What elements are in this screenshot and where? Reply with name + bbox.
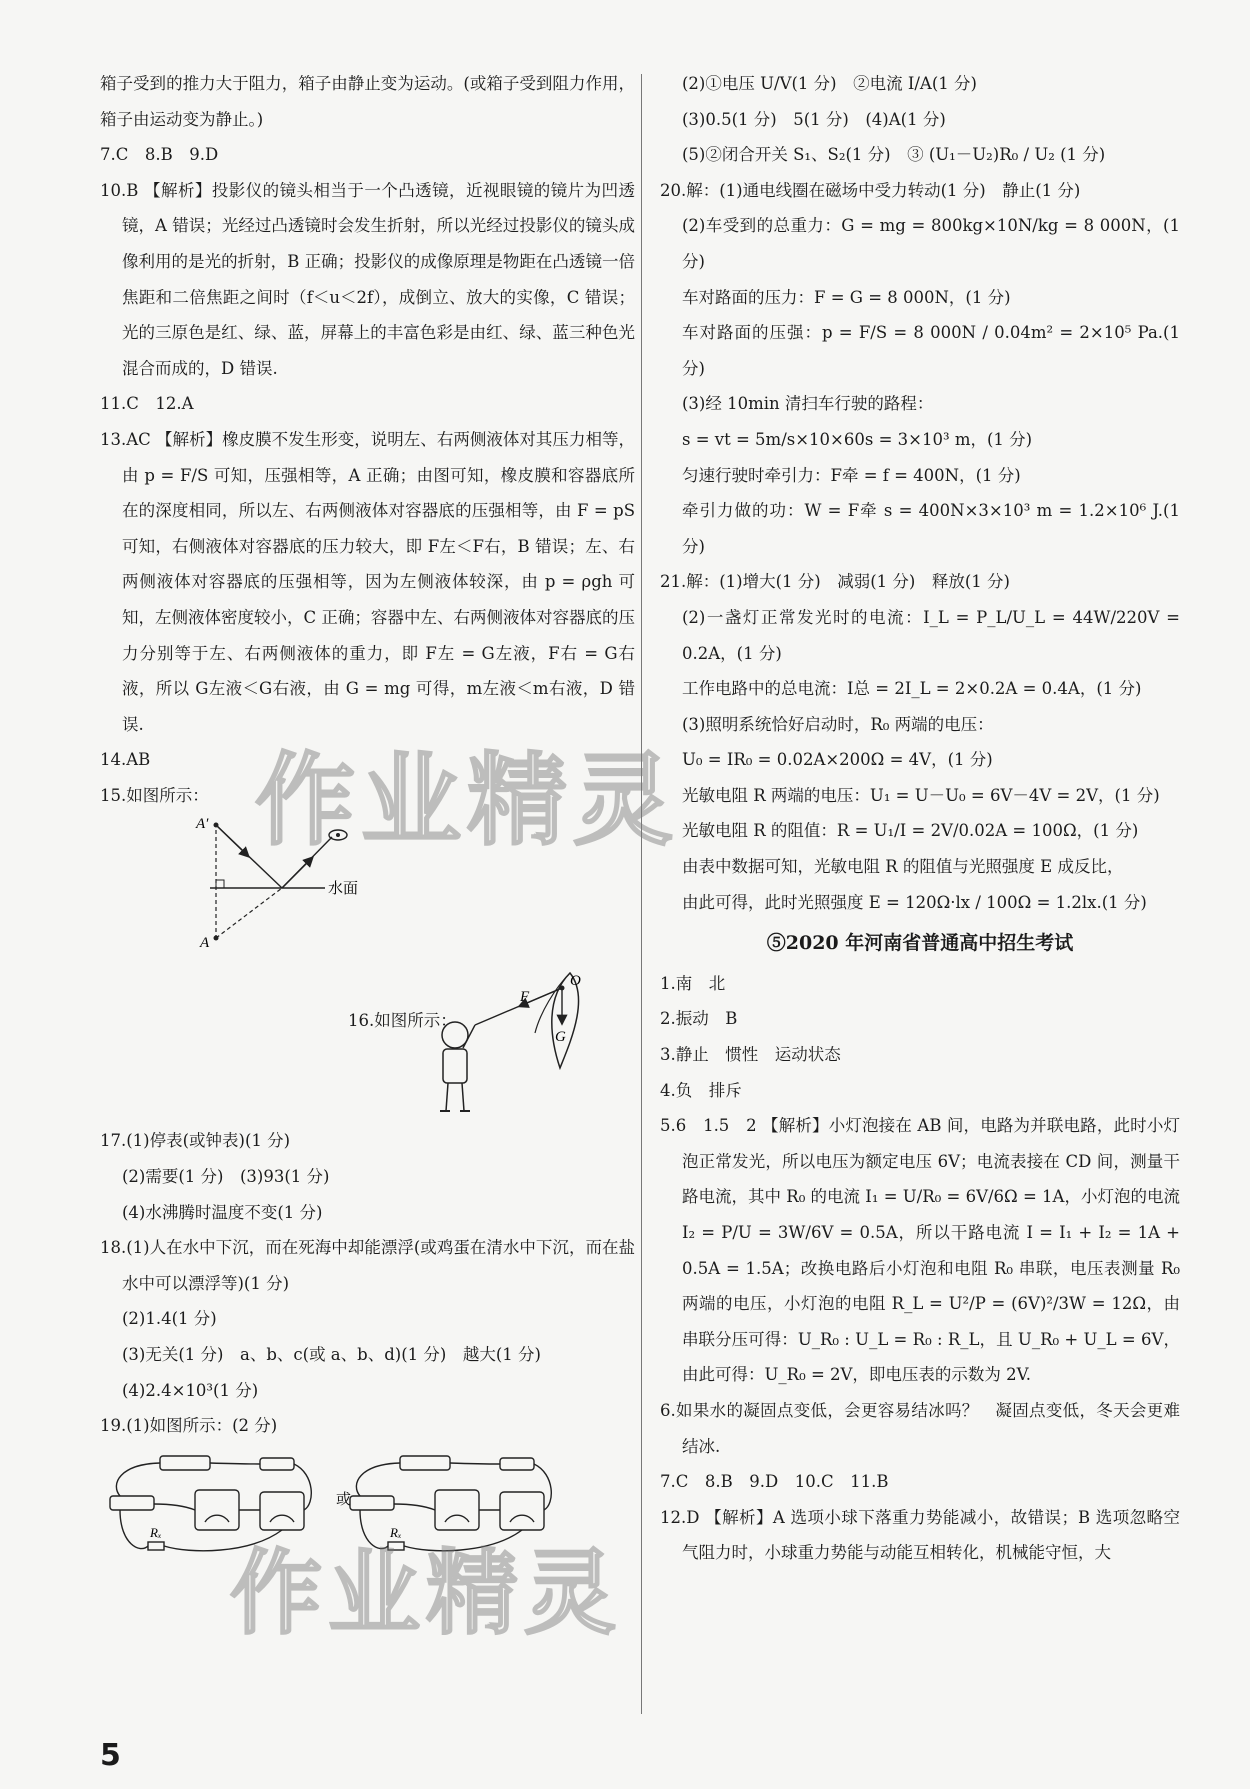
watermark-bottom: 作业精灵 (230, 1540, 623, 1647)
answer-19-5: (5)②闭合开关 S₁、S₂(1 分) ③ (U₁－U₂)R₀ / U₂ (1 分) (682, 145, 1106, 165)
answer-19-label: 19.(1)如图所示：(2 分) (100, 1416, 278, 1436)
section-title: ⑤2020 年河南省普通高中招生考试 (766, 932, 1074, 955)
reflection-diagram (100, 813, 635, 953)
answer-20-pressure-force: 车对路面的压力：F = G = 8 000N，(1 分) (682, 287, 1011, 307)
rx-label-right: Rₓ (390, 1524, 402, 1540)
answer-20-pressure: 车对路面的压强：p = F/S = 8 000N / 0.04m² = 2×10⁵ Pa.(1 分) (682, 323, 1180, 378)
watermark-top: 作业精灵 (255, 742, 679, 859)
s-answer-1: 1.南 北 (660, 973, 726, 993)
left-column (100, 66, 635, 1569)
answer-21-2: (2)一盏灯正常发光时的电流：I_L = P_L/U_L = 44W/220V = 0.2A，(1 分) (682, 607, 1180, 663)
child-icon (440, 1022, 475, 1111)
answer-9-continued: 箱子受到的推力大于阻力，箱子由静止变为运动。(或箱子受到阻力作用，箱子由运动变为静止。) (100, 74, 635, 129)
circuit-diagram (100, 1444, 635, 1569)
gravity-g-label: G (555, 1029, 566, 1046)
rx-label-left: Rₓ (150, 1524, 162, 1540)
s-answers-7-11: 7.C 8.B 9.D 10.C 11.B (660, 1472, 889, 1492)
figure-16-kite (100, 953, 635, 1123)
answer-20-work: 牵引力做的功：W = F牵 s = 400N×3×10³ m = 1.2×10⁶ J.(1 分) (682, 501, 1180, 556)
right-column (660, 66, 1180, 1571)
answer-19-2: (2)①电压 U/V(1 分) ②电流 I/A(1 分) (682, 74, 977, 93)
answer-17-1: 17.(1)停表(或钟表)(1 分) (100, 1131, 291, 1151)
force-f-label: F (520, 989, 530, 1006)
answer-21-relation: 由表中数据可知，光敏电阻 R 的阻值与光照强度 E 成反比， (682, 857, 1124, 877)
answer-20-3: (3)经 10min 清扫车行驶的路程： (682, 394, 934, 414)
figure-15-reflection (100, 813, 635, 953)
answer-20-distance: s = vt = 5m/s×10×60s = 3×10³ m，(1 分) (682, 429, 1033, 449)
s-answer-2: 2.振动 B (660, 1009, 738, 1029)
answer-19-3: (3)0.5(1 分) 5(1 分) (4)A(1 分) (682, 109, 946, 129)
answer-18-1: 18.(1)人在水中下沉，而在死海中却能漂浮(或鸡蛋在清水中下沉，而在盐水中可以漂浮等)(1 分) (100, 1238, 635, 1293)
s-answer-3: 3.静止 惯性 运动状态 (660, 1045, 841, 1065)
answer-20-1: 20.解：(1)通电线圈在磁场中受力转动(1 分) 静止(1 分) (660, 180, 1081, 200)
answer-21-u1: 光敏电阻 R 两端的电压：U₁ = U－U₀ = 6V－4V = 2V，(1 分) (682, 785, 1160, 805)
answer-20-2: (2)车受到的总重力：G = mg = 800kg×10N/kg = 8 000N，(1 分) (682, 216, 1180, 271)
answer-21-1: 21.解：(1)增大(1 分) 减弱(1 分) 释放(1 分) (660, 572, 1010, 592)
answer-18-4: (4)2.4×10³(1 分) (122, 1380, 259, 1400)
water-surface-label: 水面 (328, 881, 359, 898)
point-a-prime-label: A′ (196, 816, 209, 833)
answer-13: 13.AC 【解析】橡皮膜不发生形变，说明左、右两侧液体对其压力相等，由 p = F/S 可知，压强相等，A 正确；由图可知，橡皮膜和容器底所在的深度相同，所以左、右两侧液体对容器底的压强相等，由 F = pS 可知，右侧液体对容器底的压力较大，即 F左＜F右，B 错误；左、右两侧液体对容器底的压强相等，因为左侧液体较深，由 p = ρgh 可知，左侧液体密度较小，C 正确；容器中左、右两侧液体对容器底的压力分别等于左、右两侧液体的重力，即 F左 = G左液，F右 = G右液，所以 G左液＜G右液，由 G = mg 可得，m左液＜m右液，D 错误. (100, 429, 635, 734)
circuit-left (110, 1456, 311, 1551)
answers-7-9: 7.C 8.B 9.D (100, 145, 219, 165)
column-divider (641, 74, 642, 1714)
or-label: 或 (336, 1491, 352, 1508)
answer-21-illuminance: 由此可得，此时光照强度 E = 120Ω·lx / 100Ω = 1.2lx.(1 分) (682, 892, 1147, 912)
answer-17-2: (2)需要(1 分) (3)93(1 分) (122, 1167, 330, 1187)
answer-21-u0: U₀ = IR₀ = 0.02A×200Ω = 4V，(1 分) (682, 750, 993, 770)
answer-21-3: (3)照明系统恰好启动时，R₀ 两端的电压： (682, 714, 994, 734)
answer-16-label: 16.如图所示： (348, 1011, 457, 1030)
answer-21-resistance: 光敏电阻 R 的阻值：R = U₁/I = 2V/0.02A = 100Ω，(1 分) (682, 821, 1139, 841)
answer-10: 10.B 【解析】投影仪的镜头相当于一个凸透镜，近视眼镜的镜片为凹透镜，A 错误；光经过凸透镜时会发生折射，所以光经过投影仪的镜头成像利用的是光的折射，B 正确；投影仪的成像原理是物距在凸透镜一倍焦距和二倍焦距之间时（f＜u＜2f），成倒立、放大的实像，C 错误；光的三原色是红、绿、蓝，屏幕上的丰富色彩是由红、绿、蓝三种色光混合而成的，D 错误. (100, 180, 635, 378)
s-answer-4: 4.负 排斥 (660, 1080, 742, 1100)
answer-14: 14.AB (100, 750, 151, 770)
answer-21-total-current: 工作电路中的总电流：I总 = 2I_L = 2×0.2A = 0.4A，(1 分) (682, 679, 1142, 699)
s-answer-6: 6.如果水的凝固点变低，会更容易结冰吗？ 凝固点变低，冬天会更难结冰. (660, 1400, 1180, 1456)
s-answer-12: 12.D 【解析】A 选项小球下落重力势能减小，故错误；B 选项忽略空气阻力时，小球重力势能与动能互相转化，机械能守恒，大 (660, 1507, 1180, 1563)
answer-15-label: 15.如图所示： (100, 785, 209, 805)
s-answer-5: 5.6 1.5 2 【解析】小灯泡接在 AB 间，电路为并联电路，此时小灯泡正常发光，所以电压为额定电压 6V；电流表接在 CD 间，测量干路电流，其中 R₀ 的电流 I₁ = U/R₀ = 6V/6Ω = 1A，小灯泡的电流 I₂ = P/U = 3W/6V = 0.5A，所以干路电流 I = I₁ + I₂ = 1A + 0.5A = 1.5A；改换电路后小灯泡和电阻 R₀ 串联，电压表测量 R₀ 两端的电压，小灯泡的电阻 R_L = U²/P = (6V)²/3W = 12Ω，由串联分压可得：U_R₀ : U_L = R₀ : R_L，且 U_R₀ + U_L = 6V，由此可得：U_R₀ = 2V，即电压表的示数为 2V. (660, 1116, 1180, 1385)
circuit-right (350, 1456, 551, 1551)
page-number: 5 (100, 1738, 121, 1773)
figure-19-circuit (100, 1444, 635, 1569)
answer-18-2: (2)1.4(1 分) (122, 1309, 217, 1329)
point-o-label: O (570, 973, 581, 990)
kite-diagram (100, 953, 635, 1123)
answer-20-traction: 匀速行驶时牵引力：F牵 = f = 400N，(1 分) (682, 465, 1021, 485)
point-a-label: A (200, 935, 210, 952)
answer-18-3: (3)无关(1 分) a、b、c(或 a、b、d)(1 分) 越大(1 分) (122, 1345, 541, 1365)
answers-11-12: 11.C 12.A (100, 394, 194, 414)
answer-17-4: (4)水沸腾时温度不变(1 分) (122, 1202, 323, 1222)
